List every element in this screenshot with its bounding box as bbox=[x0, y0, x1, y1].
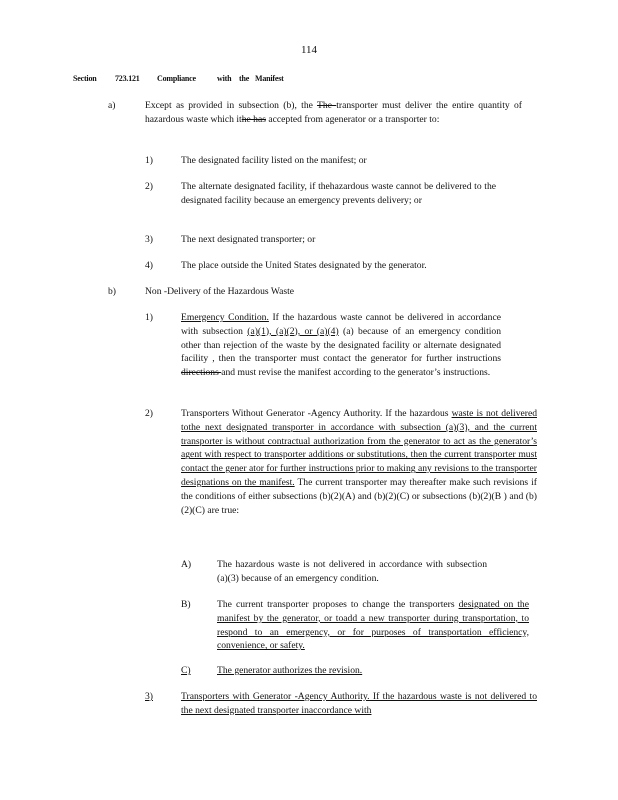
a-item-1-text: The designated facility listed on the manifest; or bbox=[181, 155, 367, 166]
b-item-3-label: 3) bbox=[145, 691, 153, 702]
b-item-1-label: 1) bbox=[145, 312, 153, 323]
b-2-A-text: The hazardous waste is not delivered in accordance with subsection (a)(3) because of an emergency condition. bbox=[217, 559, 487, 584]
a-item-1-label: 1) bbox=[145, 155, 153, 166]
subsection-a-label: a) bbox=[108, 100, 116, 111]
b-item-3-text: Transporters with Generator -Agency Authority. If the hazardous waste is not delivered to the next designated transporter inaccordance with bbox=[181, 691, 537, 716]
section-label: Section bbox=[73, 74, 97, 83]
a-item-3-label: 3) bbox=[145, 234, 153, 245]
b-item-2-label: 2) bbox=[145, 408, 153, 419]
subsection-b-label: b) bbox=[108, 286, 116, 297]
b-2-C-label: C) bbox=[181, 665, 191, 676]
a-item-2-label: 2) bbox=[145, 181, 153, 192]
section-number: 723.121 bbox=[115, 74, 140, 83]
heading-word-with: with bbox=[217, 74, 232, 83]
page-number: 114 bbox=[300, 44, 318, 56]
a-item-2-text: The alternate designated facility, if thehazardous waste cannot be delivered to the designated facility because an emergency prevents delivery; or bbox=[181, 181, 496, 206]
b-2-B-label: B) bbox=[181, 599, 191, 610]
section-heading bbox=[73, 74, 284, 83]
b-item-2-text: Transporters Without Generator -Agency Authority. If the hazardous waste is not delivered tothe next designated transporter in accordance with subsection (a)(3), and the current transporter is without contractual authorization from the generator to act as the generator’s agent with respect to transporter additions or substitutions, then the current transporter must contact the gener ator for further instructions prior to making any revisions to the transporter designations on the manifest. The current transporter may thereafter make such revisions if the conditions of either subsections (b)(2)(A) and (b)(2)(C) or subsections (b)(2)(B ) and (b)(2)(C) are true: bbox=[181, 408, 537, 516]
b-2-B-text: The current transporter proposes to change the transporters designated on the manifest by the generator, or toadd a new transporter during transportation, to respond to an emergency, or for purposes of transportation efficiency, convenience, or safety. bbox=[217, 599, 529, 652]
heading-word-compliance: Compliance bbox=[157, 74, 196, 83]
subsection-a-text: Except as provided in subsection (b), the The transporter must deliver the entire quantity of hazardous waste which ithe has accepted from agenerator or a transporter to: bbox=[145, 100, 522, 125]
b-item-1-text: Emergency Condition. If the hazardous waste cannot be delivered in accordance with subsection (a)(1), (a)(2), or (a)(4) (a) because of an emergency condition other than rejection of the waste by the designated facility or alternate designated facility , then the transporter must contact the generator for further instructions directions and must revise the manifest according to the generator’s instructions. bbox=[181, 312, 501, 379]
a-item-4-text: The place outside the United States designated by the generator. bbox=[181, 260, 427, 271]
a-item-3-text: The next designated transporter; or bbox=[181, 234, 316, 245]
b-2-C-text: The generator authorizes the revision. bbox=[217, 665, 363, 676]
b-2-A-label: A) bbox=[181, 559, 192, 570]
heading-word-manifest: Manifest bbox=[255, 74, 284, 83]
subsection-b-title: Non -Delivery of the Hazardous Waste bbox=[145, 286, 295, 297]
a-item-4-label: 4) bbox=[145, 260, 153, 271]
heading-word-the: the bbox=[239, 74, 250, 83]
